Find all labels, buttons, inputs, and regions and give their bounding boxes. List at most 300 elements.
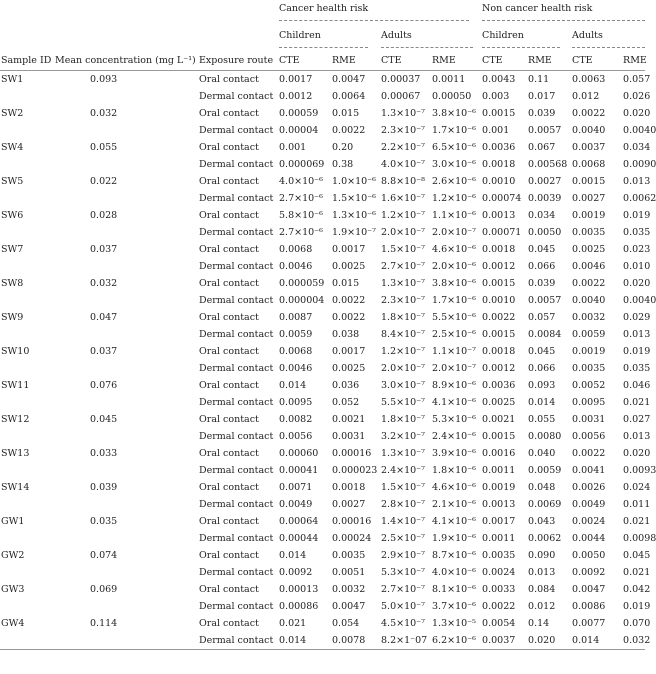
risk-value-cell: 0.0062: [623, 193, 656, 204]
mean-concentration-cell: 0.028: [90, 210, 118, 221]
risk-value-cell: 0.0046: [572, 261, 606, 272]
risk-value-cell: 0.014: [279, 380, 307, 391]
risk-value-cell: 0.0062: [528, 533, 562, 544]
risk-value-cell: 0.010: [623, 261, 651, 272]
risk-value-cell: 0.0046: [279, 261, 313, 272]
sample-id-cell: [0, 496, 54, 513]
table-row: [0, 139, 645, 156]
risk-value-cell: 0.0026: [572, 482, 606, 493]
table-row: [0, 156, 645, 173]
risk-value-cell: 0.00074: [482, 193, 522, 204]
risk-value-cell: 0.040: [528, 448, 556, 459]
risk-value-cell: 0.0059: [528, 465, 562, 476]
risk-value-cell: 0.057: [623, 74, 651, 85]
exposure-route-cell: Oral contact: [199, 346, 259, 357]
risk-value-cell: 0.0022: [332, 312, 366, 323]
header-divider: [482, 47, 560, 48]
risk-value-cell: 0.0049: [279, 499, 313, 510]
header-divider: [381, 47, 473, 48]
risk-value-cell: 0.0032: [572, 312, 606, 323]
risk-value-cell: 0.38: [332, 159, 354, 170]
exposure-route-cell: Oral contact: [199, 278, 259, 289]
risk-value-cell: 3.0×10⁻⁶: [432, 159, 476, 170]
exposure-route-cell: Dermal contact: [199, 363, 274, 374]
exposure-route-cell: Oral contact: [199, 176, 259, 187]
risk-value-cell: 0.0012: [279, 91, 313, 102]
risk-value-cell: 0.054: [332, 618, 360, 629]
risk-value-cell: 4.1×10⁻⁶: [432, 397, 476, 408]
risk-value-cell: 2.2×10⁻⁷: [381, 142, 425, 153]
risk-value-cell: 0.014: [279, 550, 307, 561]
risk-value-cell: 0.001: [482, 125, 510, 136]
risk-value-cell: 0.0044: [572, 533, 606, 544]
risk-value-cell: 4.0×10⁻⁷: [381, 159, 425, 170]
risk-value-cell: 0.0059: [279, 329, 313, 340]
mean-concentration-cell: [54, 156, 198, 173]
sample-id-cell: SW6: [1, 210, 24, 221]
mean-concentration-cell: [54, 292, 198, 309]
risk-value-cell: 0.0022: [482, 312, 516, 323]
mean-concentration-cell: [54, 496, 198, 513]
risk-value-cell: 5.0×10⁻⁷: [381, 601, 425, 612]
risk-value-cell: 0.029: [623, 312, 651, 323]
header-cte: CTE: [380, 50, 431, 71]
risk-value-cell: 0.00016: [332, 516, 372, 527]
sample-id-cell: [0, 530, 54, 547]
exposure-route-cell: Dermal contact: [199, 329, 274, 340]
risk-value-cell: 0.0021: [482, 414, 516, 425]
risk-value-cell: 8.9×10⁻⁶: [432, 380, 476, 391]
risk-value-cell: 0.0087: [279, 312, 313, 323]
risk-value-cell: 5.8×10⁻⁶: [279, 210, 323, 221]
risk-value-cell: 2.7×10⁻⁷: [381, 584, 425, 595]
risk-value-cell: 2.4×10⁻⁶: [432, 431, 476, 442]
risk-value-cell: 0.0018: [482, 346, 516, 357]
sample-id-cell: SW10: [1, 346, 30, 357]
risk-value-cell: 0.093: [528, 380, 556, 391]
exposure-route-cell: Oral contact: [199, 210, 259, 221]
exposure-route-cell: Dermal contact: [199, 261, 274, 272]
risk-value-cell: 0.0010: [482, 295, 516, 306]
mean-concentration-cell: 0.076: [90, 380, 118, 391]
risk-value-cell: 0.021: [623, 516, 651, 527]
risk-value-cell: 0.0015: [482, 431, 516, 442]
risk-value-cell: 0.015: [332, 278, 360, 289]
sample-id-cell: [0, 88, 54, 105]
risk-value-cell: 2.3×10⁻⁷: [381, 295, 425, 306]
risk-value-cell: 0.0018: [482, 159, 516, 170]
sample-id-cell: SW4: [1, 142, 24, 153]
risk-value-cell: 0.0040: [572, 295, 606, 306]
risk-value-cell: 1.3×10⁻⁷: [381, 448, 425, 459]
risk-value-cell: 0.055: [528, 414, 556, 425]
sample-id-cell: [0, 428, 54, 445]
header-cancer-health-risk: Cancer health risk: [278, 0, 481, 27]
risk-value-cell: 3.9×10⁻⁶: [432, 448, 476, 459]
table-row: [0, 224, 645, 241]
mean-concentration-cell: 0.039: [90, 482, 118, 493]
table-row: [0, 394, 645, 411]
risk-value-cell: 0.000023: [332, 465, 378, 476]
risk-value-cell: 3.7×10⁻⁶: [432, 601, 476, 612]
header-rme: RME: [331, 50, 380, 71]
risk-value-cell: 5.3×10⁻⁷: [381, 567, 425, 578]
risk-value-cell: 3.0×10⁻⁷: [381, 380, 425, 391]
risk-value-cell: 0.0051: [332, 567, 366, 578]
risk-value-cell: 0.00067: [381, 91, 421, 102]
risk-value-cell: 0.057: [528, 312, 556, 323]
risk-value-cell: 0.013: [623, 176, 651, 187]
risk-value-cell: 1.6×10⁻⁷: [381, 193, 425, 204]
risk-value-cell: 0.0035: [332, 550, 366, 561]
risk-value-cell: 8.7×10⁻⁶: [432, 550, 476, 561]
risk-value-cell: 0.032: [622, 632, 645, 650]
risk-value-cell: 0.0027: [572, 193, 606, 204]
risk-value-cell: 0.00037: [381, 74, 421, 85]
exposure-route-cell: Oral contact: [199, 244, 259, 255]
header-mean-concentration: Mean concentration (mg L⁻¹): [54, 50, 198, 71]
risk-value-cell: 1.2×10⁻⁷: [381, 210, 425, 221]
header-divider: [279, 20, 469, 21]
header-cancer-adults: Adults: [380, 27, 481, 50]
mean-concentration-cell: [54, 394, 198, 411]
table-row: [0, 71, 645, 89]
risk-value-cell: 0.0036: [482, 142, 516, 153]
risk-value-cell: 0.0033: [482, 584, 516, 595]
mean-concentration-cell: [54, 360, 198, 377]
risk-value-cell: 4.6×10⁻⁶: [432, 482, 476, 493]
header-divider: [482, 20, 645, 21]
risk-value-cell: 0.026: [623, 91, 651, 102]
mean-concentration-cell: [54, 258, 198, 275]
risk-value-cell: 0.0046: [279, 363, 313, 374]
risk-value-cell: 0.067: [528, 142, 556, 153]
sample-id-cell: SW9: [1, 312, 24, 323]
risk-value-cell: 0.0092: [279, 567, 313, 578]
risk-value-cell: 2.0×10⁻⁷: [381, 363, 425, 374]
exposure-route-cell: Dermal contact: [199, 159, 274, 170]
sample-id-cell: GW1: [1, 516, 25, 527]
risk-value-cell: 2.8×10⁻⁷: [381, 499, 425, 510]
risk-value-cell: 0.0063: [572, 74, 606, 85]
risk-value-cell: 0.0022: [482, 601, 516, 612]
exposure-route-cell: Dermal contact: [199, 601, 274, 612]
risk-value-cell: 0.0015: [482, 108, 516, 119]
risk-value-cell: 1.7×10⁻⁶: [432, 295, 476, 306]
risk-value-cell: 0.0018: [332, 482, 366, 493]
risk-value-cell: 0.070: [623, 618, 651, 629]
exposure-route-cell: Oral contact: [199, 482, 259, 493]
risk-value-cell: 0.0071: [279, 482, 313, 493]
risk-value-cell: 0.015: [332, 108, 360, 119]
header-non-cancer-health-risk: Non cancer health risk: [481, 0, 645, 27]
exposure-route-cell: Dermal contact: [199, 125, 274, 136]
risk-value-cell: 0.0022: [572, 448, 606, 459]
table-body: [0, 71, 656, 650]
table-row: [0, 479, 645, 496]
exposure-route-cell: Dermal contact: [199, 431, 274, 442]
exposure-route-cell: Oral contact: [199, 618, 259, 629]
table-row: [0, 428, 645, 445]
risk-value-cell: 0.0047: [332, 74, 366, 85]
exposure-route-cell: Dermal contact: [199, 567, 274, 578]
risk-value-cell: 2.0×10⁻⁶: [432, 261, 476, 272]
table-row: [0, 615, 645, 632]
header-rme: RME: [431, 50, 481, 71]
table-row: [0, 258, 645, 275]
risk-value-cell: 0.0021: [332, 414, 366, 425]
risk-value-cell: 0.046: [623, 380, 651, 391]
risk-value-cell: 0.0069: [528, 499, 562, 510]
header-rme: RME: [527, 50, 571, 71]
risk-value-cell: 0.0012: [482, 261, 516, 272]
table-row: [0, 445, 645, 462]
risk-value-cell: 1.5×10⁻⁷: [381, 244, 425, 255]
risk-value-cell: 0.014: [528, 397, 556, 408]
risk-value-cell: 0.0078: [331, 632, 380, 650]
mean-concentration-cell: 0.037: [90, 346, 118, 357]
table-header: [0, 0, 645, 71]
risk-value-cell: 0.0017: [482, 516, 516, 527]
risk-value-cell: 2.5×10⁻⁶: [432, 329, 476, 340]
risk-value-cell: 0.0098: [623, 533, 656, 544]
risk-value-cell: 0.0018: [482, 244, 516, 255]
risk-value-cell: 0.012: [528, 601, 556, 612]
sample-id-cell: [0, 224, 54, 241]
risk-value-cell: 0.0047: [332, 601, 366, 612]
risk-value-cell: 0.036: [332, 380, 360, 391]
risk-value-cell: 0.020: [527, 632, 571, 650]
mean-concentration-cell: [54, 88, 198, 105]
table-row: [0, 275, 645, 292]
risk-value-cell: 0.034: [528, 210, 556, 221]
risk-value-cell: 2.3×10⁻⁷: [381, 125, 425, 136]
risk-value-cell: 0.014: [278, 632, 331, 650]
risk-value-cell: 0.020: [623, 108, 651, 119]
risk-value-cell: 2.7×10⁻⁶: [279, 193, 323, 204]
risk-value-cell: 0.012: [572, 91, 600, 102]
risk-value-cell: 0.0056: [279, 431, 313, 442]
sample-id-cell: [0, 360, 54, 377]
risk-value-cell: 0.0024: [482, 567, 516, 578]
risk-value-cell: 1.8×10⁻⁷: [381, 312, 425, 323]
risk-value-cell: 2.7×10⁻⁶: [279, 227, 323, 238]
exposure-route-cell: Dermal contact: [199, 295, 274, 306]
mean-concentration-cell: [54, 224, 198, 241]
mean-concentration-cell: [54, 190, 198, 207]
risk-value-cell: 1.9×10⁻⁷: [332, 227, 376, 238]
risk-value-cell: 0.013: [623, 431, 651, 442]
table-row: [0, 292, 645, 309]
table-row: [0, 462, 645, 479]
table-row: [0, 411, 645, 428]
risk-value-cell: 1.0×10⁻⁶: [332, 176, 376, 187]
risk-value-cell: 3.2×10⁻⁷: [381, 431, 425, 442]
table-row: [0, 88, 645, 105]
sample-id-cell: [0, 258, 54, 275]
risk-value-cell: 0.0015: [482, 329, 516, 340]
risk-value-cell: 8.4×10⁻⁷: [381, 329, 425, 340]
mean-concentration-cell: 0.032: [90, 108, 118, 119]
sample-id-cell: [0, 156, 54, 173]
mean-concentration-cell: 0.033: [90, 448, 118, 459]
risk-value-cell: 0.017: [528, 91, 556, 102]
header-rme: RME: [622, 50, 645, 71]
risk-value-cell: 0.043: [528, 516, 556, 527]
mean-concentration-cell: 0.074: [90, 550, 118, 561]
risk-value-cell: 0.0022: [572, 278, 606, 289]
risk-value-cell: 0.000059: [279, 278, 325, 289]
risk-value-cell: 0.20: [332, 142, 354, 153]
header-divider: [279, 47, 368, 48]
risk-value-cell: 0.0084: [528, 329, 562, 340]
risk-value-cell: 2.4×10⁻⁷: [381, 465, 425, 476]
risk-value-cell: 5.5×10⁻⁷: [381, 397, 425, 408]
risk-value-cell: 0.011: [623, 499, 651, 510]
risk-value-cell: 0.0047: [572, 584, 606, 595]
risk-value-cell: 0.020: [623, 278, 651, 289]
exposure-route-cell: Oral contact: [199, 74, 259, 85]
risk-value-cell: 0.013: [623, 329, 651, 340]
risk-value-cell: 0.013: [528, 567, 556, 578]
risk-value-cell: 3.8×10⁻⁶: [432, 108, 476, 119]
mean-concentration-cell: [54, 598, 198, 615]
sample-id-cell: [0, 122, 54, 139]
risk-value-cell: 1.2×10⁻⁷: [381, 346, 425, 357]
mean-concentration-cell: 0.045: [90, 414, 118, 425]
risk-value-cell: 0.0019: [482, 482, 516, 493]
sample-id-cell: GW4: [1, 618, 25, 629]
risk-value-cell: 0.00086: [279, 601, 319, 612]
risk-value-cell: 0.021: [623, 397, 651, 408]
mean-concentration-cell: [54, 428, 198, 445]
risk-value-cell: 0.0080: [528, 431, 562, 442]
risk-value-cell: 0.035: [623, 227, 651, 238]
risk-value-cell: 0.0019: [572, 346, 606, 357]
risk-value-cell: 0.00024: [332, 533, 372, 544]
risk-value-cell: 4.1×10⁻⁶: [432, 516, 476, 527]
risk-value-cell: 1.4×10⁻⁷: [381, 516, 425, 527]
risk-value-cell: 0.0064: [332, 91, 366, 102]
sample-id-cell: GW3: [1, 584, 25, 595]
risk-value-cell: 0.090: [528, 550, 556, 561]
sample-id-cell: SW12: [1, 414, 30, 425]
risk-value-cell: 0.00041: [279, 465, 319, 476]
sample-id-cell: SW13: [1, 448, 30, 459]
risk-value-cell: 2.5×10⁻⁷: [381, 533, 425, 544]
risk-value-cell: 0.0017: [279, 74, 313, 85]
risk-value-cell: 0.0024: [572, 516, 606, 527]
table-row: [0, 496, 645, 513]
risk-value-cell: 4.6×10⁻⁶: [432, 244, 476, 255]
exposure-route-cell: Dermal contact: [198, 632, 278, 650]
header-sample-id: Sample ID: [0, 50, 54, 71]
risk-value-cell: 1.8×10⁻⁷: [381, 414, 425, 425]
table-row: [0, 530, 645, 547]
risk-value-cell: 0.0025: [572, 244, 606, 255]
risk-value-cell: 6.2×10⁻⁶: [431, 632, 481, 650]
mean-concentration-cell: [54, 530, 198, 547]
risk-value-cell: 0.00064: [279, 516, 319, 527]
mean-concentration-cell: 0.022: [90, 176, 118, 187]
exposure-route-cell: Oral contact: [199, 584, 259, 595]
sample-id-cell: GW2: [1, 550, 25, 561]
risk-value-cell: 0.039: [528, 278, 556, 289]
risk-value-cell: 0.0031: [572, 414, 606, 425]
risk-value-cell: 0.0022: [332, 295, 366, 306]
header-cte: CTE: [278, 50, 331, 71]
risk-value-cell: 0.035: [623, 363, 651, 374]
risk-value-cell: 5.3×10⁻⁶: [432, 414, 476, 425]
exposure-route-cell: Dermal contact: [199, 227, 274, 238]
sample-id-cell: [0, 632, 54, 650]
risk-value-cell: 0.020: [623, 448, 651, 459]
risk-value-cell: 0.0035: [482, 550, 516, 561]
risk-value-cell: 1.1×10⁻⁶: [432, 210, 476, 221]
risk-value-cell: 0.0017: [332, 244, 366, 255]
risk-value-cell: 1.8×10⁻⁶: [432, 465, 476, 476]
risk-value-cell: 5.5×10⁻⁶: [432, 312, 476, 323]
exposure-route-cell: Oral contact: [199, 108, 259, 119]
risk-value-cell: 0.0090: [623, 159, 656, 170]
risk-value-cell: 0.00044: [279, 533, 319, 544]
table-row: [0, 360, 645, 377]
risk-value-cell: 0.001: [279, 142, 307, 153]
risk-value-cell: 0.0040: [623, 295, 656, 306]
risk-value-cell: 0.0068: [279, 244, 313, 255]
risk-value-cell: 0.019: [623, 210, 651, 221]
risk-value-cell: 0.003: [482, 91, 510, 102]
risk-value-cell: 1.5×10⁻⁷: [381, 482, 425, 493]
risk-value-cell: 0.045: [528, 244, 556, 255]
exposure-route-cell: Oral contact: [199, 516, 259, 527]
exposure-route-cell: Dermal contact: [199, 193, 274, 204]
risk-value-cell: 0.0015: [572, 176, 606, 187]
exposure-route-cell: Oral contact: [199, 312, 259, 323]
mean-concentration-cell: 0.069: [90, 584, 118, 595]
table-row: [0, 207, 645, 224]
risk-value-cell: 0.00016: [332, 448, 372, 459]
sample-id-cell: SW8: [1, 278, 24, 289]
risk-value-cell: 0.0025: [482, 397, 516, 408]
risk-value-cell: 1.3×10⁻⁶: [332, 210, 376, 221]
risk-value-cell: 0.0022: [332, 125, 366, 136]
risk-value-cell: 0.048: [528, 482, 556, 493]
sample-id-cell: [0, 394, 54, 411]
risk-value-cell: 0.034: [623, 142, 651, 153]
exposure-route-cell: Oral contact: [199, 380, 259, 391]
risk-value-cell: 0.0022: [572, 108, 606, 119]
exposure-route-cell: Dermal contact: [199, 499, 274, 510]
risk-value-cell: 0.0036: [482, 380, 516, 391]
sample-id-cell: [0, 564, 54, 581]
table-row: [0, 241, 645, 258]
sample-id-cell: SW7: [1, 244, 24, 255]
risk-value-cell: 0.0068: [572, 159, 606, 170]
sample-id-cell: [0, 190, 54, 207]
exposure-route-cell: Dermal contact: [199, 91, 274, 102]
risk-value-cell: 0.0011: [432, 74, 466, 85]
sample-id-cell: [0, 292, 54, 309]
sample-id-cell: SW14: [1, 482, 30, 493]
risk-value-cell: 0.0040: [623, 125, 656, 136]
sample-id-cell: [0, 326, 54, 343]
risk-value-cell: 2.0×10⁻⁷: [432, 227, 476, 238]
table-row: [0, 564, 645, 581]
risk-value-cell: 0.0082: [279, 414, 313, 425]
risk-value-cell: 2.7×10⁻⁷: [381, 261, 425, 272]
mean-concentration-cell: 0.114: [90, 618, 118, 629]
